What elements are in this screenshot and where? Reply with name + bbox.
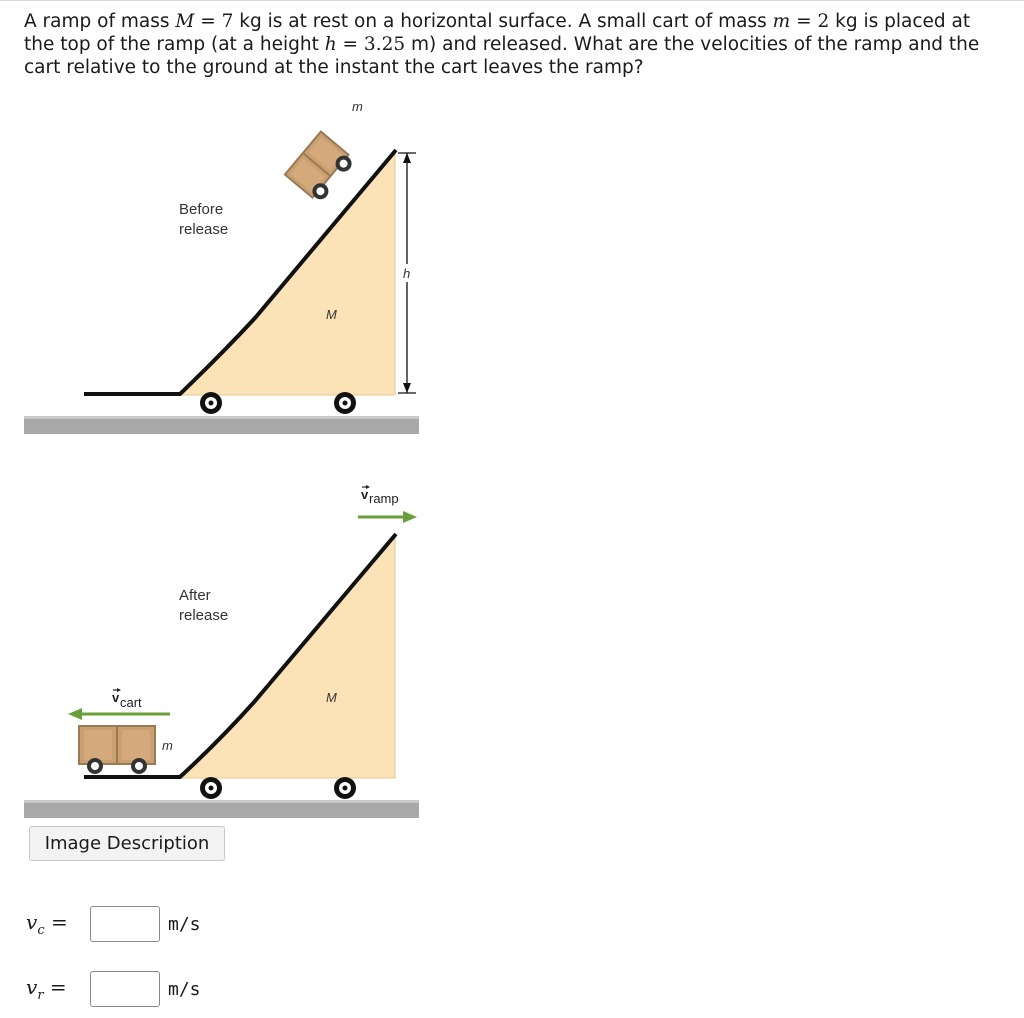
after-panel bbox=[24, 485, 419, 818]
svg-text:v: v bbox=[112, 690, 120, 705]
after-label-line2: release bbox=[179, 607, 229, 624]
cart-mass-label-after: m bbox=[162, 738, 173, 753]
cart-mass-label-before: m bbox=[352, 99, 363, 114]
ramp-mass-label-after: M bbox=[326, 690, 337, 705]
problem-statement: A ramp of mass M = 7 kg is at rest on a horizontal surface. A small cart of mass m = 2 kg is placed at the top of the ramp (at a height h = 3.25 m) and released. What are the velocities of the ramp and the cart relative to the ground at the instant the cart leaves the ramp? bbox=[24, 11, 980, 78]
image-description-button[interactable]: Image Description bbox=[29, 826, 225, 861]
before-panel bbox=[24, 99, 419, 434]
vr-answer-input[interactable] bbox=[90, 971, 160, 1007]
height-value: 3.25 bbox=[363, 34, 406, 55]
cart-velocity-arrow-icon bbox=[68, 708, 170, 720]
cart-after bbox=[79, 726, 155, 774]
vr-unit: m/s bbox=[168, 978, 201, 1000]
before-label-line2: release bbox=[179, 221, 229, 238]
cart-before bbox=[285, 132, 356, 204]
cart-velocity-label bbox=[112, 688, 142, 710]
height-symbol: h bbox=[324, 34, 337, 55]
vr-label: $v_r$ = bbox=[26, 975, 67, 1003]
vc-unit: m/s bbox=[168, 913, 201, 935]
height-label: h bbox=[403, 266, 411, 281]
svg-text:v: v bbox=[361, 487, 369, 502]
answer-row-vr bbox=[26, 969, 201, 1009]
cart-mass-value: 2 bbox=[817, 11, 830, 32]
ramp-mass-symbol: M bbox=[175, 11, 195, 32]
after-label-line1: After bbox=[179, 587, 211, 604]
vc-answer-input[interactable] bbox=[90, 906, 160, 942]
ramp-mass-label-before: M bbox=[326, 307, 337, 322]
vc-label: $v_c$ = bbox=[26, 910, 68, 938]
wheel-icon bbox=[334, 392, 356, 414]
wheel-icon bbox=[200, 777, 222, 799]
svg-text:cart: cart bbox=[120, 695, 142, 710]
svg-text:ramp: ramp bbox=[369, 491, 399, 506]
wheel-icon bbox=[334, 777, 356, 799]
answer-row-vc bbox=[26, 904, 201, 944]
before-label-line1: Before bbox=[179, 201, 224, 218]
ramp-mass-value: 7 bbox=[221, 11, 234, 32]
ramp-velocity-arrow-icon bbox=[358, 511, 417, 523]
ramp-velocity-label bbox=[361, 485, 399, 506]
wheel-icon bbox=[200, 392, 222, 414]
wheel-icon bbox=[87, 758, 103, 774]
cart-mass-symbol: m bbox=[772, 11, 791, 32]
wheel-icon bbox=[131, 758, 147, 774]
